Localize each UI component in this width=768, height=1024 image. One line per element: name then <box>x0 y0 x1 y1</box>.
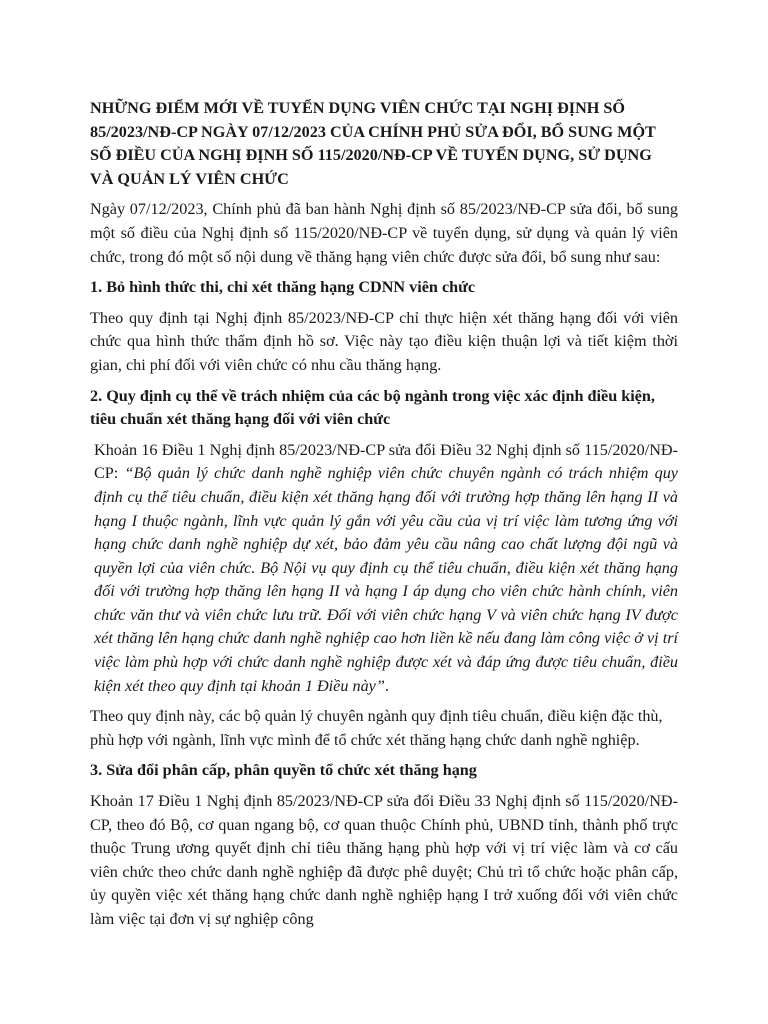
document-title: NHỮNG ĐIỂM MỚI VỀ TUYỂN DỤNG VIÊN CHỨC TẠI NGHỊ ĐỊNH SỐ 85/2023/NĐ-CP NGÀY 07/12/2023 CỦA CHÍNH PHỦ SỬA ĐỔI, BỔ SUNG MỘT SỐ ĐIỀU CỦA NGHỊ ĐỊNH SỐ 115/2020/NĐ-CP VỀ TUYỂN DỤNG, SỬ DỤNG VÀ QUẢN LÝ VIÊN CHỨC <box>90 99 656 188</box>
section-1-body: Theo quy định tại Nghị định 85/2023/NĐ-CP chỉ thực hiện xét thăng hạng đối với viên chức qua hình thức thẩm định hồ sơ. Việc này tạo điều kiện thuận lợi và tiết kiệm thời gian, chi phí đối với viên chức có nhu cầu thăng hạng. <box>90 308 678 374</box>
section-2-body: Theo quy định này, các bộ quản lý chuyên ngành quy định tiêu chuẩn, điều kiện đặc thù, phù hợp với ngành, lĩnh vực mình để tổ chức xét thăng hạng chức danh nghề nghiệp. <box>90 707 663 749</box>
section-3-body: Khoản 17 Điều 1 Nghị định 85/2023/NĐ-CP sửa đổi Điều 33 Nghị định số 115/2020/NĐ-CP, theo đó Bộ, cơ quan ngang bộ, cơ quan thuộc Chính phủ, UBND tỉnh, thành phố trực thuộc Trung ương quyết định chỉ tiêu thăng hạng phù hợp với vị trí việc làm và cơ cấu viên chức theo chức danh nghề nghiệp đã được phê duyệt; Chủ trì tổ chức hoặc phân cấp, ủy quyền việc xét thăng hạng chức danh nghề nghiệp hạng I trở xuống đối với viên chức làm việc tại đơn vị sự nghiệp công <box>90 792 678 928</box>
section-2-quote-end: . <box>384 676 389 695</box>
section-2-lead: Khoản 16 Điều 1 Nghị định 85/2023/NĐ-CP sửa đổi Điều 32 Nghị định số 115/2020/NĐ-CP: <box>94 440 678 483</box>
intro-paragraph: Ngày 07/12/2023, Chính phủ đã ban hành Nghị định số 85/2023/NĐ-CP sửa đổi, bổ sung một số điều của Nghị định số 115/2020/NĐ-CP về tuyển dụng, sử dụng và quản lý viên chức, trong đó một số nội dung về thăng hạng viên chức được sửa đổi, bổ sung như sau: <box>90 200 678 266</box>
section-1-heading: 1. Bỏ hình thức thi, chỉ xét thăng hạng CDNN viên chức <box>90 278 476 297</box>
section-2-heading: 2. Quy định cụ thể về trách nhiệm của các bộ ngành trong việc xác định điều kiện, tiêu chuẩn xét thăng hạng đối với viên chức <box>90 386 655 429</box>
section-2-quote: “Bộ quản lý chức danh nghề nghiệp viên chức chuyên ngành có trách nhiệm quy định cụ thể tiêu chuẩn, điều kiện xét thăng hạng đối với trường hợp thăng lên hạng II và hạng I thuộc ngành, lĩnh vực quản lý gắn với yêu cầu của vị trí việc làm tương ứng với hạng chức danh nghề nghiệp dự xét, bảo đảm yêu cầu nâng cao chất lượng đội ngũ và quyền lợi của viên chức. Bộ Nội vụ quy định cụ thể tiêu chuẩn, điều kiện xét thăng hạng đối với trường hợp thăng lên hạng II và hạng I áp dụng cho viên chức hành chính, viên chức văn thư và viên chức lưu trữ. Đối với viên chức hạng V và viên chức hạng IV được xét thăng lên hạng chức danh nghề nghiệp cao hơn liền kề nếu đang làm công việc ở vị trí việc làm phù hợp với chức danh nghề nghiệp được xét và đáp ứng được tiêu chuẩn, điều kiện xét theo quy định tại khoản 1 Điều này” <box>94 464 678 695</box>
section-3-heading: 3. Sửa đổi phân cấp, phân quyền tổ chức xét thăng hạng <box>90 761 477 780</box>
section-2-quote-paragraph <box>90 439 678 699</box>
